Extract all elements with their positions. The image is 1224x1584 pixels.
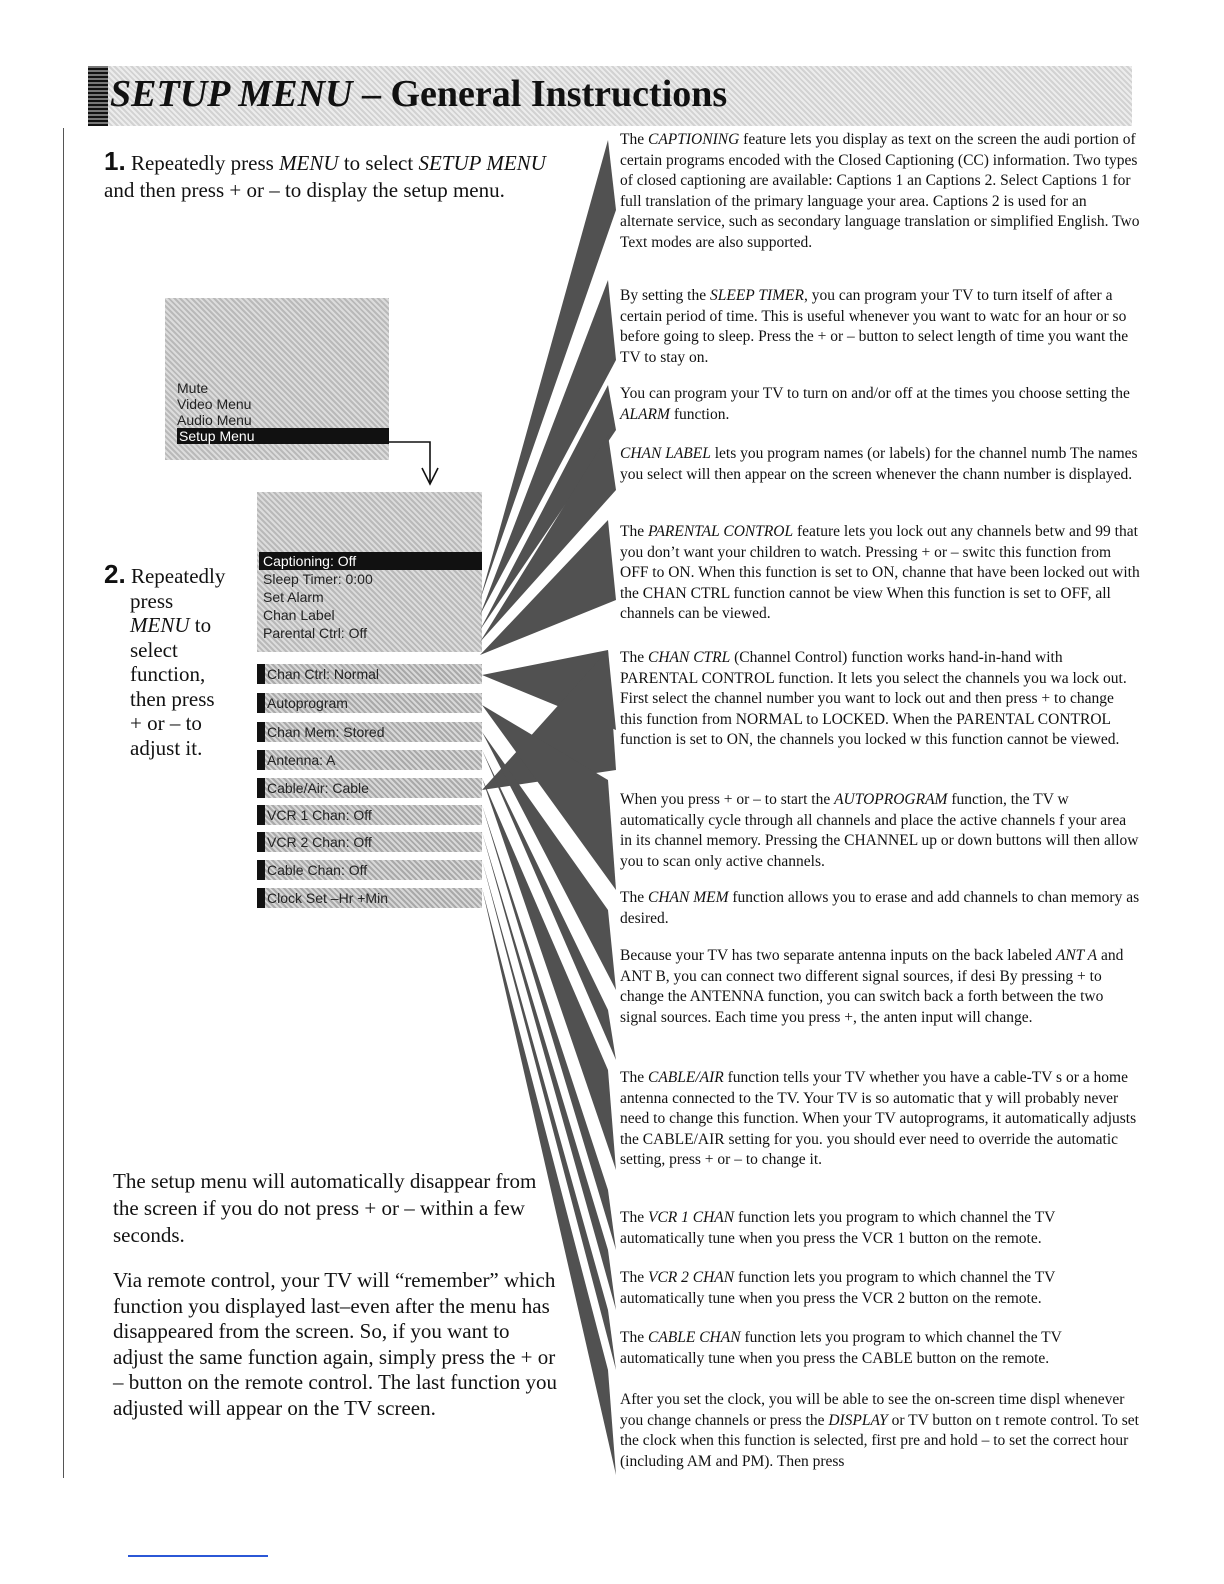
desc-chan-label — [620, 444, 1140, 485]
step-text: function, — [130, 662, 206, 686]
function-bar: Autoprogram — [257, 693, 482, 713]
desc-term: CHAN LABEL — [620, 445, 711, 462]
desc-vcr2 — [620, 1268, 1140, 1309]
desc-text: The — [620, 889, 648, 906]
desc-text: feature lets you display as text on the screen the audi portion of certain programs encoded with the Closed Captioning (CC) information. Two types of closed captioning are available: Captions 1 an Captions 2. Select Captions 1 for full translation of the primary language your area. Captions 2 is used for an alternate service, such as secondary language translation or simplified English. Two Text modes are also supported. — [620, 131, 1140, 251]
function-bar: VCR 1 Chan: Off — [257, 805, 482, 825]
step-number: 2. — [104, 559, 126, 589]
desc-cable-chan — [620, 1328, 1140, 1369]
desc-text: function lets you program to which channel the TV automatically tune when you press the CABLE button on the remote. — [620, 1329, 1062, 1367]
function-bar: VCR 2 Chan: Off — [257, 832, 482, 852]
desc-text: function, the TV w automatically cycle through all channels and place the active channels f your area in its channel memory. Pressing the CHANNEL up or down buttons will then allow you to scan only active channels. — [620, 791, 1139, 870]
menu-item-video: Video Menu — [177, 396, 252, 412]
function-bar: Cable/Air: Cable — [257, 778, 482, 798]
desc-term: CAPTIONING — [647, 131, 740, 148]
desc-text: lets you program names (or labels) for the channel numb The names you select will then appear on the screen whenever the chann number is displayed. — [620, 445, 1138, 483]
desc-text: The — [620, 1209, 648, 1226]
desc-text: The — [620, 1329, 648, 1346]
setup-item-chan-label: Chan Label — [263, 607, 335, 623]
desc-text: function tells your TV whether you have a cable-TV s or a home antenna connected to the TV. Your TV is so automatic that y will probably never need to change this function. When your TV autoprograms, it automatically adjusts the CABLE/AIR setting for you. you should ever need to override the automatic setting, press + or – to change it. — [620, 1069, 1137, 1168]
desc-text: or TV button on t remote control. To set the clock when this function is selected, first pre and hold – to set the correct hour (including AM and PM). Then press — [620, 1411, 1139, 1470]
desc-term: VCR 2 CHAN — [647, 1269, 735, 1286]
title-rest: – General Instructions — [352, 73, 728, 115]
left-margin-rule — [63, 128, 64, 1478]
desc-text: function lets you program to which channel the TV automatically tune when you press the VCR 2 button on the remote. — [620, 1269, 1056, 1307]
desc-term: ANT A — [1055, 947, 1098, 964]
main-menu-screen — [165, 298, 389, 460]
page-title — [110, 72, 727, 116]
step-text: then press — [130, 686, 215, 711]
setup-item-captioning: Captioning: Off — [259, 552, 482, 570]
step-text: and then press + or – to display the setup menu. — [104, 178, 505, 202]
function-bar: Chan Ctrl: Normal — [257, 664, 482, 684]
desc-text: and ANT B, you can connect two different signal sources, if desi By pressing + to change the ANTENNA function, you can switch back a forth between the two signal sources. Each time you press +, the anten input will change. — [620, 947, 1124, 1026]
desc-text: function. — [669, 405, 730, 423]
step-text: adjust it. — [130, 735, 203, 760]
desc-term: CHAN MEM — [647, 889, 729, 906]
desc-term: DISPLAY — [828, 1411, 888, 1429]
desc-text: The — [620, 523, 648, 540]
desc-text: You can program your TV to turn on and/or off at the times you choose setting the — [620, 385, 1130, 402]
function-bar: Cable Chan: Off — [257, 860, 482, 880]
menu-item-mute: Mute — [177, 380, 209, 396]
desc-text: After you set the clock, you will be able to see the on-screen time displ whenever you change channels or press the — [620, 1391, 1125, 1429]
desc-text: feature lets you lock out any channels betw and 99 that you don’t want your children to watch. Pressing + or – switc this function from OFF to ON. When this function is set to ON, channe that have been locked out with the CHAN CTRL function cannot be view When this function is set to OFF, all channels can be viewed. — [620, 523, 1140, 622]
desc-chan-mem — [620, 888, 1140, 929]
desc-text: The — [620, 1269, 648, 1286]
step-text: to select — [338, 151, 419, 175]
desc-text: function allows you to erase and add channels to chan memory as desired. — [620, 889, 1140, 927]
step-text: to — [189, 613, 212, 637]
desc-text: When you press + or – to start the — [620, 791, 835, 808]
desc-cable-air — [620, 1068, 1140, 1171]
desc-term: AUTOPROGRAM — [834, 791, 948, 808]
step-text: Repeatedly — [125, 564, 226, 588]
menu-term: MENU — [130, 613, 190, 637]
desc-term: CHAN CTRL — [647, 649, 731, 666]
setup-item-set-alarm: Set Alarm — [263, 589, 324, 605]
desc-text: Because your TV has two separate antenna inputs on the back labeled — [620, 947, 1056, 964]
desc-vcr1 — [620, 1208, 1140, 1249]
desc-alarm — [620, 384, 1140, 425]
page-header — [88, 66, 1132, 126]
function-bar: Clock Set –Hr +Min — [257, 888, 482, 908]
desc-sleep-timer — [620, 286, 1140, 368]
desc-term: ALARM — [620, 405, 670, 423]
step-2 — [104, 559, 244, 760]
desc-term: CABLE CHAN — [647, 1329, 741, 1346]
desc-text: By setting the — [620, 287, 710, 304]
function-bar: Antenna: A — [257, 750, 482, 770]
setup-item-sleep-timer: Sleep Timer: 0:00 — [263, 571, 373, 587]
desc-captioning — [620, 130, 1140, 253]
title-italic: SETUP MENU — [110, 73, 353, 115]
setup-menu-term: SETUP MENU — [418, 151, 546, 175]
function-bar: Chan Mem: Stored — [257, 722, 482, 742]
step-text: Repeatedly press — [125, 151, 280, 175]
desc-term: SLEEP TIMER — [709, 287, 804, 304]
desc-text: The — [620, 1069, 648, 1086]
step-text: select — [130, 637, 178, 662]
desc-term: CABLE/AIR — [647, 1069, 724, 1086]
footer-line — [128, 1555, 268, 1557]
menu-item-audio: Audio Menu — [177, 412, 252, 428]
desc-text: (Channel Control) function works hand-in-hand with PARENTAL CONTROL function. It lets you select the channels you wa lock out. First select the channel number you want to lock out and then press + to change this function from NORMAL to LOCKED. When the PARENTAL CONTROL function is set to ON, the channels you locked w this function cannot be viewed. — [620, 649, 1127, 748]
menu-item-setup-selected: Setup Menu — [177, 428, 389, 444]
note-remember: Via remote control, your TV will “remember” which function you displayed last–even after the menu has disappeared from the screen. So, if you want to adjust the same function again, simply press the + or – button on the remote control. The last function you adjusted will appear on the TV screen. — [113, 1268, 558, 1420]
desc-antenna — [620, 946, 1140, 1028]
step-text: + or – to — [130, 711, 202, 735]
desc-text: The — [620, 131, 648, 148]
desc-clock — [620, 1390, 1140, 1472]
desc-term: VCR 1 CHAN — [647, 1209, 735, 1226]
desc-parental — [620, 522, 1140, 625]
step-text: press — [130, 588, 174, 613]
desc-text: The — [620, 649, 648, 666]
menu-term: MENU — [279, 151, 339, 175]
setup-item-parental: Parental Ctrl: Off — [263, 625, 368, 641]
step-number: 1. — [104, 146, 126, 176]
desc-autoprogram — [620, 790, 1140, 872]
desc-text: , you can program your TV to turn itself of after a certain period of time. This is useful whenever you want to watc for an hour or so before going to sleep. Press the + or – button to select length of time you want the TV to stay on. — [620, 287, 1129, 366]
desc-term: PARENTAL CONTROL — [647, 523, 794, 540]
desc-chan-ctrl — [620, 648, 1140, 751]
header-stripe — [88, 66, 108, 126]
note-disappear: The setup menu will automatically disappear from the screen if you do not press + or – within a few seconds. — [113, 1169, 537, 1247]
desc-text: function lets you program to which channel the TV automatically tune when you press the VCR 1 button on the remote. — [620, 1209, 1056, 1247]
